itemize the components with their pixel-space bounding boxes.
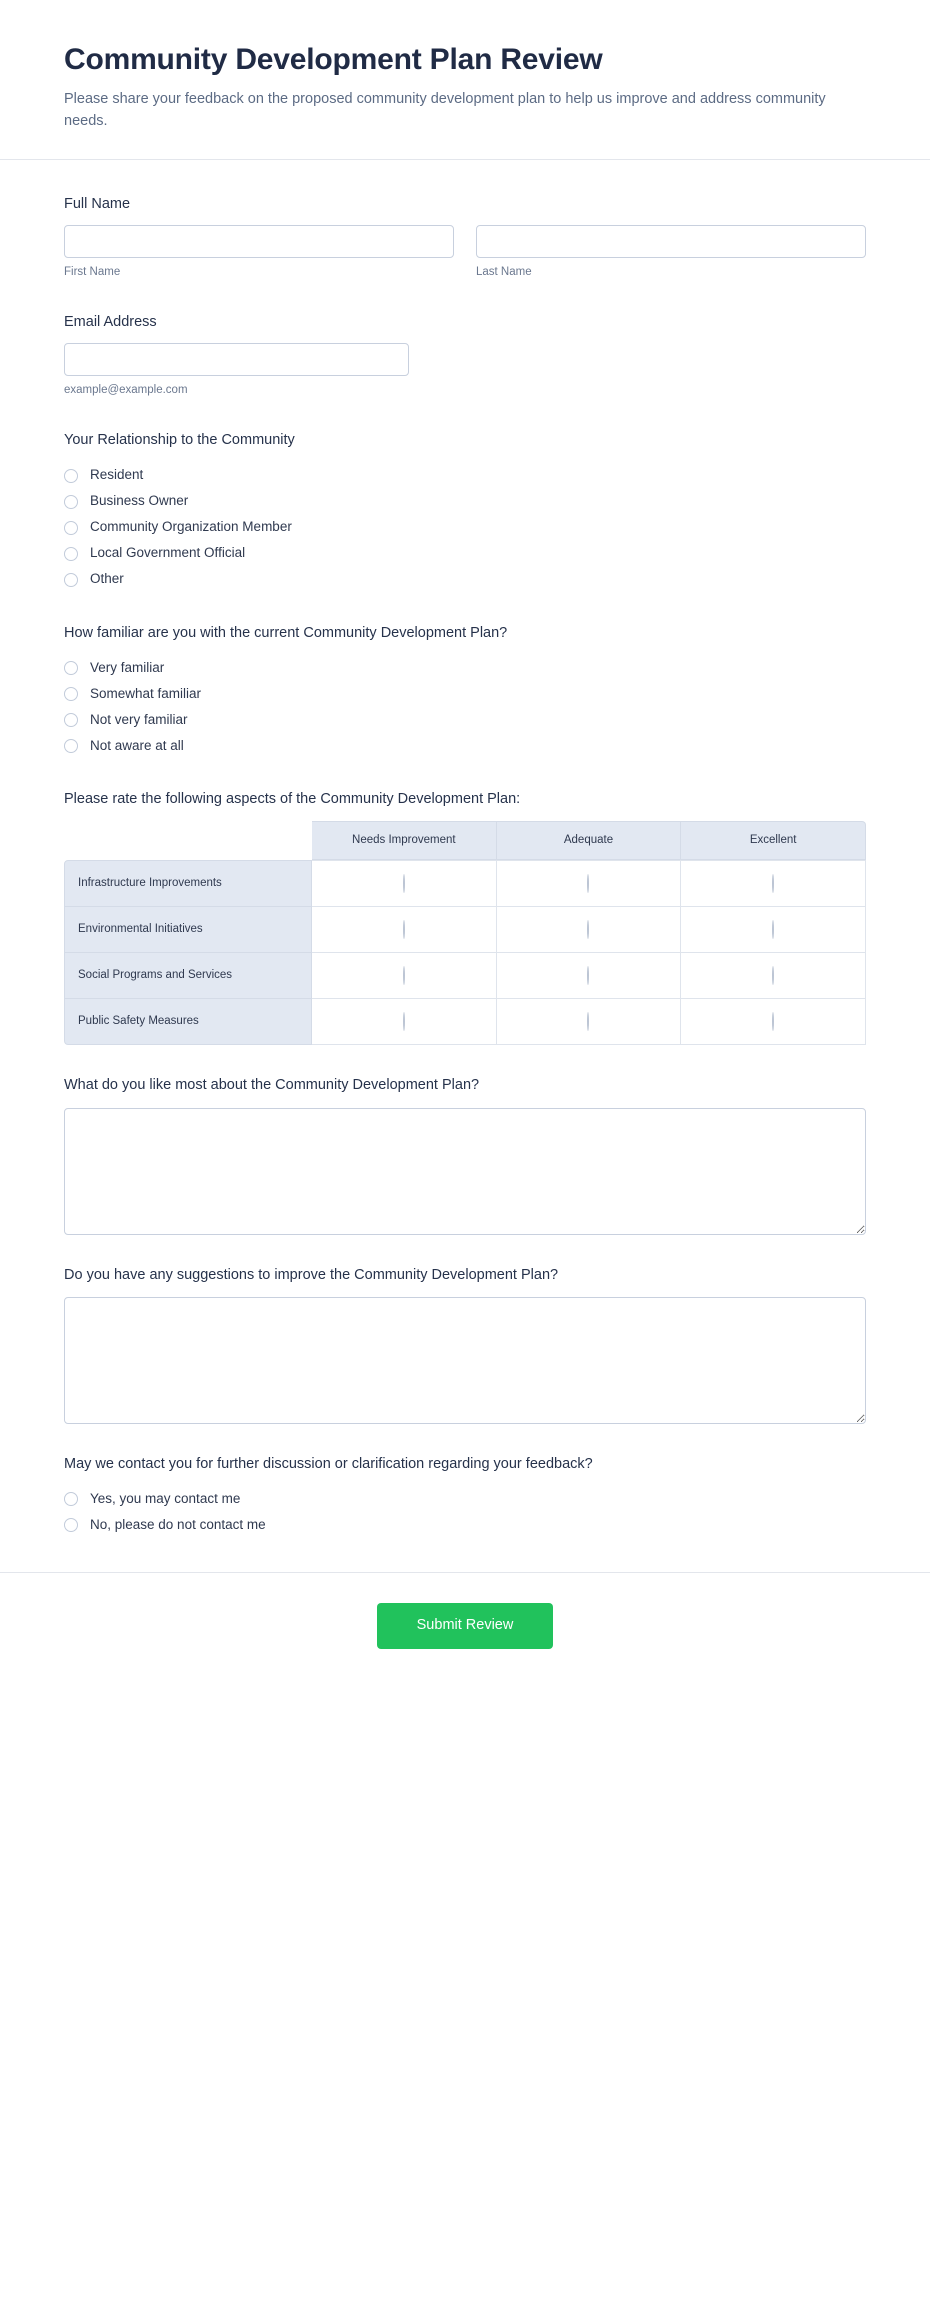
- matrix-cell-public-safety-adequate[interactable]: [497, 999, 682, 1045]
- matrix-row-label-social-programs-and-services: Social Programs and Services: [64, 953, 312, 999]
- matrix-cell-social-adequate[interactable]: [497, 953, 682, 999]
- form-body: [0, 160, 930, 1538]
- matrix-cell-public-safety-needs-improvement[interactable]: [312, 999, 497, 1045]
- radio-icon[interactable]: [403, 966, 405, 985]
- radio-option-business-owner[interactable]: [64, 489, 866, 515]
- contact-question-label: May we contact you for further discussion or clarification regarding your feedback?: [64, 1455, 593, 1472]
- radio-icon[interactable]: [64, 495, 78, 509]
- radio-label: Yes, you may contact me: [90, 1490, 241, 1506]
- radio-icon[interactable]: [64, 739, 78, 753]
- radio-label: Not very familiar: [90, 711, 188, 727]
- matrix-row-label-environmental-initiatives: Environmental Initiatives: [64, 907, 312, 953]
- radio-label: Other: [90, 571, 124, 587]
- radio-option-very-familiar[interactable]: [64, 655, 866, 681]
- radio-icon[interactable]: [772, 1012, 774, 1031]
- email-input-wrap: [64, 343, 409, 398]
- first-name-sub-label: First Name: [64, 266, 121, 279]
- radio-option-yes-contact-me[interactable]: [64, 1486, 866, 1512]
- radio-label: Very familiar: [90, 659, 165, 675]
- page-title: Community Development Plan Review: [64, 43, 603, 76]
- like-most-question-label: What do you like most about the Community Development Plan?: [64, 1077, 480, 1094]
- rating-matrix-table: [64, 821, 866, 1045]
- matrix-corner-cell: [64, 821, 312, 860]
- email-input[interactable]: [64, 343, 409, 376]
- radio-option-other[interactable]: [64, 567, 866, 593]
- matrix-row-label-public-safety-measures: Public Safety Measures: [64, 999, 312, 1045]
- matrix-cell-environmental-needs-improvement[interactable]: [312, 907, 497, 953]
- radio-option-no-do-not-contact-me[interactable]: [64, 1512, 866, 1538]
- matrix-cell-environmental-adequate[interactable]: [497, 907, 682, 953]
- radio-label: Not aware at all: [90, 737, 184, 753]
- email-label: Email Address: [64, 314, 157, 331]
- radio-icon[interactable]: [64, 713, 78, 727]
- question-rating-matrix: [64, 789, 866, 1045]
- relationship-question-label: Your Relationship to the Community: [64, 432, 295, 449]
- radio-option-not-very-familiar[interactable]: [64, 707, 866, 733]
- matrix-row: [64, 860, 866, 907]
- radio-label: Community Organization Member: [90, 519, 292, 535]
- contact-radio-group: [64, 1486, 866, 1538]
- radio-option-somewhat-familiar[interactable]: [64, 681, 866, 707]
- radio-icon[interactable]: [587, 874, 589, 893]
- radio-icon[interactable]: [64, 547, 78, 561]
- matrix-body: [64, 860, 866, 1045]
- suggestions-textarea[interactable]: [64, 1297, 866, 1424]
- radio-label: Business Owner: [90, 493, 189, 509]
- matrix-row: [64, 953, 866, 999]
- submit-review-button[interactable]: Submit Review: [377, 1603, 554, 1648]
- radio-label: Resident: [90, 467, 144, 483]
- matrix-column-header-needs-improvement: Needs Improvement: [312, 821, 497, 860]
- radio-icon[interactable]: [587, 1012, 589, 1031]
- radio-icon[interactable]: [64, 661, 78, 675]
- question-suggestions: [64, 1265, 866, 1424]
- radio-label: Somewhat familiar: [90, 685, 202, 701]
- matrix-cell-infrastructure-needs-improvement[interactable]: [312, 860, 497, 907]
- question-relationship: [64, 430, 866, 592]
- first-name-col: [64, 225, 454, 280]
- full-name-label: Full Name: [64, 195, 131, 212]
- familiarity-question-label: How familiar are you with the current Community Development Plan?: [64, 624, 508, 641]
- radio-label: Local Government Official: [90, 545, 246, 561]
- radio-icon[interactable]: [64, 469, 78, 483]
- radio-icon[interactable]: [403, 920, 405, 939]
- last-name-sub-label: Last Name: [476, 266, 532, 279]
- radio-icon[interactable]: [64, 1518, 78, 1532]
- radio-icon[interactable]: [64, 1492, 78, 1506]
- matrix-column-header-adequate: Adequate: [497, 821, 682, 860]
- radio-option-local-government-official[interactable]: [64, 541, 866, 567]
- matrix-cell-social-excellent[interactable]: [681, 953, 866, 999]
- last-name-col: [476, 225, 866, 280]
- field-email: [64, 312, 866, 398]
- radio-icon[interactable]: [587, 920, 589, 939]
- relationship-radio-group: [64, 463, 866, 593]
- matrix-wrap: [64, 821, 866, 1045]
- matrix-head: [64, 821, 866, 860]
- page-subtitle: Please share your feedback on the proposed community development plan to help us improve and address community needs.: [64, 91, 826, 130]
- radio-icon[interactable]: [772, 874, 774, 893]
- matrix-header-row: [64, 821, 866, 860]
- matrix-row-label-infrastructure-improvements: Infrastructure Improvements: [64, 860, 312, 907]
- radio-icon[interactable]: [64, 573, 78, 587]
- radio-icon[interactable]: [772, 966, 774, 985]
- radio-icon[interactable]: [64, 521, 78, 535]
- matrix-row: [64, 907, 866, 953]
- matrix-cell-infrastructure-adequate[interactable]: [497, 860, 682, 907]
- form-header: [0, 0, 930, 160]
- radio-label: No, please do not contact me: [90, 1516, 266, 1532]
- radio-icon[interactable]: [772, 920, 774, 939]
- question-contact-permission: [64, 1454, 866, 1538]
- familiarity-radio-group: [64, 655, 866, 759]
- matrix-cell-public-safety-excellent[interactable]: [681, 999, 866, 1045]
- radio-icon[interactable]: [403, 1012, 405, 1031]
- full-name-row: [64, 225, 866, 280]
- like-most-textarea[interactable]: [64, 1108, 866, 1235]
- form-footer: [0, 1572, 930, 1688]
- radio-icon[interactable]: [587, 966, 589, 985]
- question-like-most: [64, 1075, 866, 1234]
- first-name-input[interactable]: [64, 225, 454, 258]
- radio-option-not-aware-at-all[interactable]: [64, 733, 866, 759]
- matrix-cell-infrastructure-excellent[interactable]: [681, 860, 866, 907]
- field-full-name: [64, 194, 866, 280]
- question-familiarity: [64, 623, 866, 759]
- matrix-question-label: Please rate the following aspects of the Community Development Plan:: [64, 791, 521, 807]
- email-sub-label: example@example.com: [64, 384, 188, 397]
- matrix-cell-social-needs-improvement[interactable]: [312, 953, 497, 999]
- matrix-row: [64, 999, 866, 1045]
- radio-option-resident[interactable]: [64, 463, 866, 489]
- last-name-input[interactable]: [476, 225, 866, 258]
- matrix-cell-environmental-excellent[interactable]: [681, 907, 866, 953]
- radio-icon[interactable]: [403, 874, 405, 893]
- suggestions-question-label: Do you have any suggestions to improve the Community Development Plan?: [64, 1266, 559, 1283]
- radio-icon[interactable]: [64, 687, 78, 701]
- radio-option-community-organization-member[interactable]: [64, 515, 866, 541]
- matrix-column-header-excellent: Excellent: [681, 821, 866, 860]
